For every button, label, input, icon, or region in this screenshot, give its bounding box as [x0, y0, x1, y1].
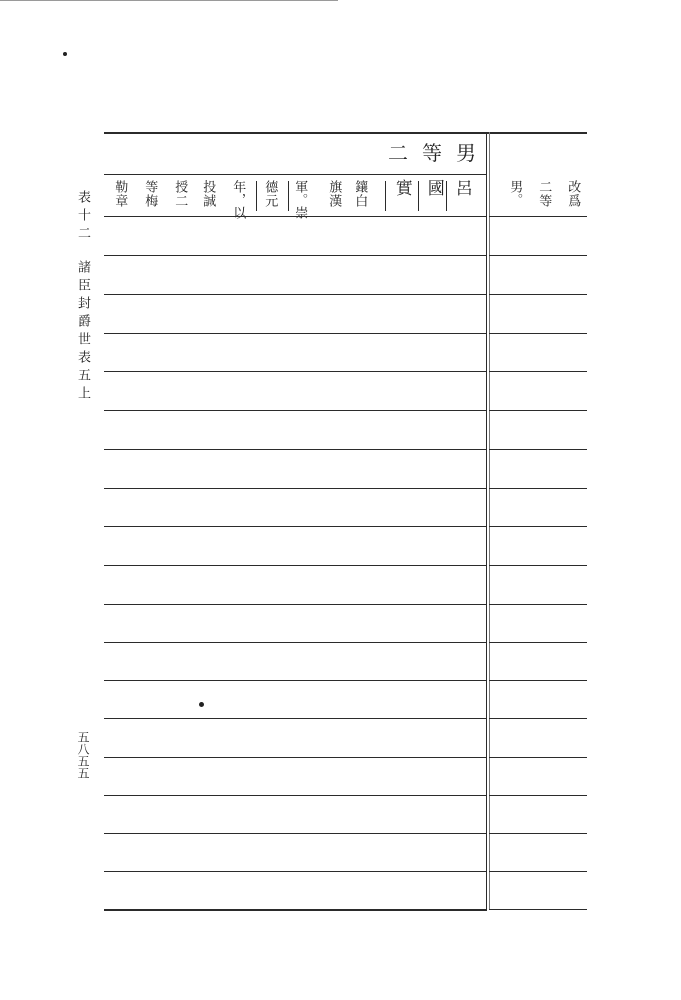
row-rule	[104, 294, 487, 295]
row-rule-right	[489, 565, 587, 566]
row-rule	[104, 526, 487, 527]
row-rule	[104, 216, 487, 217]
row-rule	[104, 909, 487, 911]
biography-column-7: 授二	[172, 180, 188, 208]
row-rule	[104, 604, 487, 605]
table-divider-inner	[489, 132, 490, 910]
rank-heading: 二等男	[388, 141, 490, 165]
name-char-3: 實	[391, 179, 412, 197]
name-cell-rule	[418, 181, 419, 211]
row-rule-right	[489, 795, 587, 796]
biography-column-3: 軍。崇	[292, 180, 308, 219]
right-column-2: 二等	[536, 180, 552, 208]
ink-speck-top	[63, 52, 67, 56]
row-rule	[104, 642, 487, 643]
row-rule-right	[489, 294, 587, 295]
row-rule-right	[489, 526, 587, 527]
row-rule	[104, 255, 487, 256]
row-rule-right	[489, 216, 587, 217]
row-rule-right	[489, 909, 587, 910]
page-number: 五八五五	[76, 731, 90, 779]
row-rule	[104, 449, 487, 450]
name-char-2: 國	[423, 179, 444, 197]
row-rule-right	[489, 833, 587, 834]
row-rule-right	[489, 410, 587, 411]
table-label: 表十二	[75, 190, 90, 244]
biography-column-5: 年，以	[230, 180, 246, 219]
page-top-rule	[0, 0, 338, 1]
row-rule	[104, 871, 487, 872]
ink-speck-middle	[199, 702, 204, 707]
biography-column-2: 旗漢	[326, 180, 342, 208]
table-divider	[486, 132, 487, 910]
row-rule-right	[489, 642, 587, 643]
row-rule-right	[489, 757, 587, 758]
biography-column-8: 等梅	[142, 180, 158, 208]
row-rule-right	[489, 680, 587, 681]
row-rule-right	[489, 718, 587, 719]
row-rule-right	[489, 371, 587, 372]
biography-column-6: 投誠	[200, 180, 216, 208]
row-rule-right	[489, 255, 587, 256]
name-cell-rule	[385, 181, 386, 211]
row-rule	[104, 795, 487, 796]
heading-rule	[104, 174, 487, 175]
row-rule	[104, 371, 487, 372]
biography-column-4: 德元	[262, 180, 278, 208]
margin-title	[76, 190, 89, 404]
biography-column-1: 鑲白	[352, 180, 368, 208]
row-rule	[104, 757, 487, 758]
row-rule	[104, 410, 487, 411]
name-char-1: 呂	[451, 179, 472, 197]
row-rule	[104, 333, 487, 334]
table-title: 諸臣封爵世表五上	[75, 260, 90, 404]
row-rule-right	[489, 449, 587, 450]
biography-column-9: 勒章	[112, 180, 128, 208]
biography-column-rule	[288, 181, 289, 211]
row-rule-right	[489, 488, 587, 489]
table-top-rule	[104, 132, 587, 134]
row-rule	[104, 488, 487, 489]
right-column-1: 改爲	[565, 180, 581, 208]
row-rule-right	[489, 871, 587, 872]
row-rule	[104, 833, 487, 834]
name-cell-rule	[446, 181, 447, 211]
right-column-3: 男。	[507, 180, 523, 206]
row-rule	[104, 680, 487, 681]
biography-column-rule	[256, 181, 257, 211]
row-rule-right	[489, 333, 587, 334]
row-rule-right	[489, 604, 587, 605]
row-rule	[104, 718, 487, 719]
row-rule	[104, 565, 487, 566]
